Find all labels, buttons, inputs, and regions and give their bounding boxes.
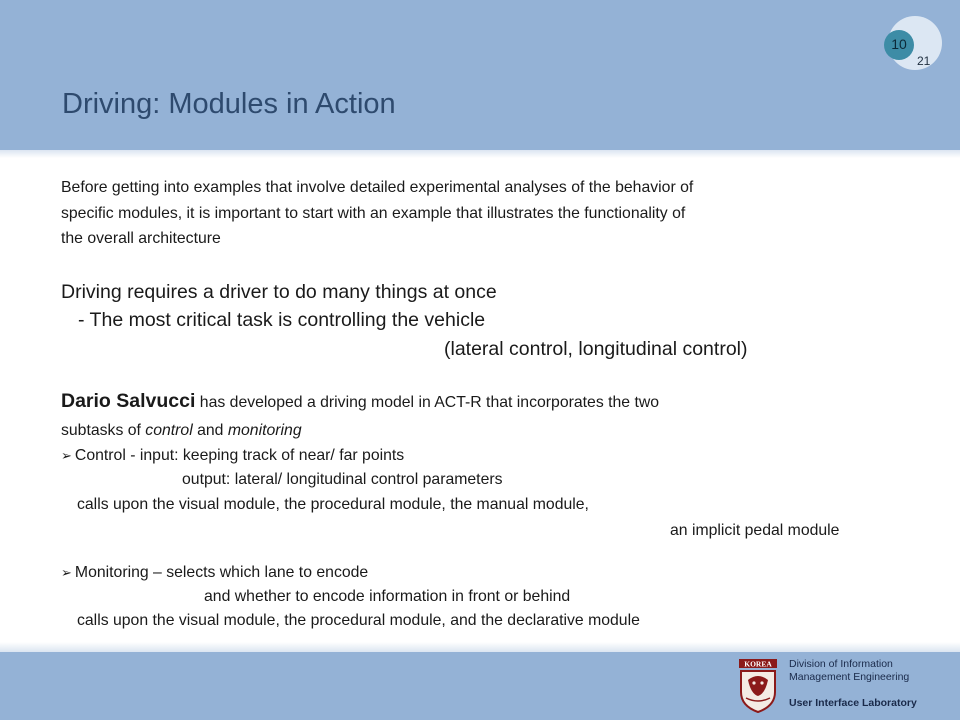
division-line-2: Management Engineering bbox=[789, 671, 910, 683]
control-line-4: an implicit pedal module bbox=[670, 522, 840, 539]
page-total-number: 21 bbox=[917, 54, 931, 68]
arrow-bullet-icon: ➢ bbox=[61, 449, 72, 464]
university-logo-icon bbox=[738, 658, 778, 714]
driving-line-1: Driving requires a driver to do many things at once bbox=[61, 281, 497, 303]
intro-line-2: specific modules, it is important to start with an example that illustrates the functionality of bbox=[61, 205, 686, 222]
driving-line-2: - The most critical task is controlling the vehicle bbox=[78, 309, 486, 331]
monitoring-line-2: and whether to encode information in front or behind bbox=[204, 588, 571, 605]
monitoring-line-3: calls upon the visual module, the procedural module, and the declarative module bbox=[77, 612, 640, 629]
driving-line-3: (lateral control, longitudinal control) bbox=[444, 338, 748, 360]
subtasks-control: control bbox=[145, 422, 193, 439]
intro-line-1: Before getting into examples that involve detailed experimental analyses of the behavior of bbox=[61, 179, 694, 196]
salvucci-line bbox=[61, 390, 659, 413]
monitoring-line-1 bbox=[61, 564, 368, 582]
control-line-1 bbox=[61, 447, 404, 465]
logo-wordmark: KOREA bbox=[744, 659, 772, 669]
salvucci-text: has developed a driving model in ACT-R that incorporates the two bbox=[195, 394, 660, 411]
subtasks-monitoring: monitoring bbox=[227, 422, 302, 439]
control-line-2: output: lateral/ longitudinal control parameters bbox=[182, 471, 503, 488]
control-line-3: calls upon the visual module, the procedural module, the manual module, bbox=[77, 496, 589, 513]
slide-title: Driving: Modules in Action bbox=[62, 88, 396, 120]
division-name bbox=[789, 658, 909, 684]
subtasks-prefix: subtasks of bbox=[61, 422, 146, 439]
subtasks-line bbox=[61, 422, 302, 440]
monitoring-selects: Monitoring – selects which lane to encode bbox=[74, 564, 369, 581]
salvucci-name: Dario Salvucci bbox=[61, 390, 196, 412]
arrow-bullet-icon: ➢ bbox=[61, 566, 72, 581]
subtasks-and: and bbox=[192, 422, 228, 439]
control-input: Control - input: keeping track of near/ far points bbox=[74, 447, 405, 464]
intro-line-3: the overall architecture bbox=[61, 230, 221, 247]
lab-name: User Interface Laboratory bbox=[789, 697, 917, 709]
footer-divider bbox=[0, 642, 960, 652]
page-current-number: 10 bbox=[891, 36, 907, 52]
division-line-1: Division of Information bbox=[789, 658, 893, 670]
